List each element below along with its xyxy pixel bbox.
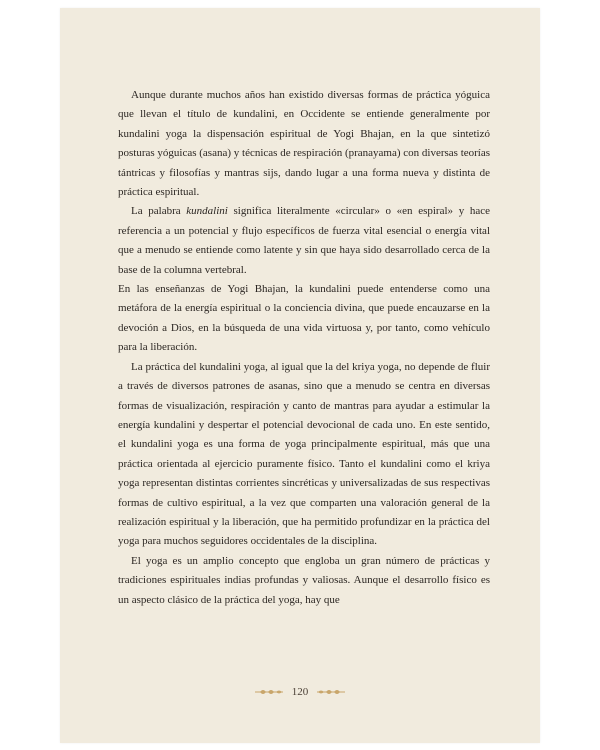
page-footer <box>60 686 540 698</box>
paragraph-1: Aunque durante muchos años han existido diversas formas de práctica yóguica que llevan el título de kundalini, en Occidente se entiende generalmente por kundalini yoga la dispensación espiritual de Yogi Bhajan, en la que sintetizó posturas yóguicas (asana) y técnicas de respiración (pranayama) con diversas teorías tántricas y filosofías y mantras sijs, dando lugar a una forma nueva y distinta de práctica espiritual. <box>118 89 491 199</box>
paragraph-2: La palabra kundalini significa literalmente «circular» o «en espiral» y hace referencia a un potencial y flujo específicos de fuerza vital esencial o energía vital que a menudo se entiende como latente y sin que haya sido desarrollado cerca de la base de la columna vertebral. <box>118 205 491 276</box>
paragraph-4: La práctica del kundalini yoga, al igual que la del kriya yoga, no depende de fluir a través de diversos patrones de asanas, sino que a menudo se centra en diversas formas de visualización, respiración y canto de mantras para ayudar a estimular la energía kundalini y despertar el potencial devocional de cada uno. En este sentido, el kundalini yoga es una forma de yoga principalmente espiritual, más que una práctica orientada al ejercicio puramente físico. Tanto el kundalini como el kriya yoga representan distintas corrientes sincréticas y universalizadas de sus respectivas formas de cultivo espiritual, a la vez que comparten una valoración general de la realización espiritual y la liberación, que ha permitido profundizar en la práctica del yoga para muchos seguidores occidentales de la disciplina. <box>118 360 490 548</box>
page-number: 120 <box>291 686 309 698</box>
left-leaf-ornament-icon <box>254 687 284 697</box>
paragraph-3: En las enseñanzas de Yogi Bhajan, la kundalini puede entenderse como una metáfora de la energía espiritual o la conciencia divina, que puede encauzarse en la devoción a Dios, en la búsqueda de una vida virtuosa y, por tanto, como vehículo para la liberación. <box>118 283 490 354</box>
body-text <box>118 86 490 610</box>
paragraph-5: El yoga es un amplio concepto que engloba un gran número de prácticas y tradiciones espirituales indias profundas y valiosas. Aunque el desarrollo físico es un aspecto clásico de la práctica del yoga, hay que <box>118 554 490 606</box>
right-leaf-ornament-icon <box>316 687 346 697</box>
book-page <box>60 8 540 743</box>
